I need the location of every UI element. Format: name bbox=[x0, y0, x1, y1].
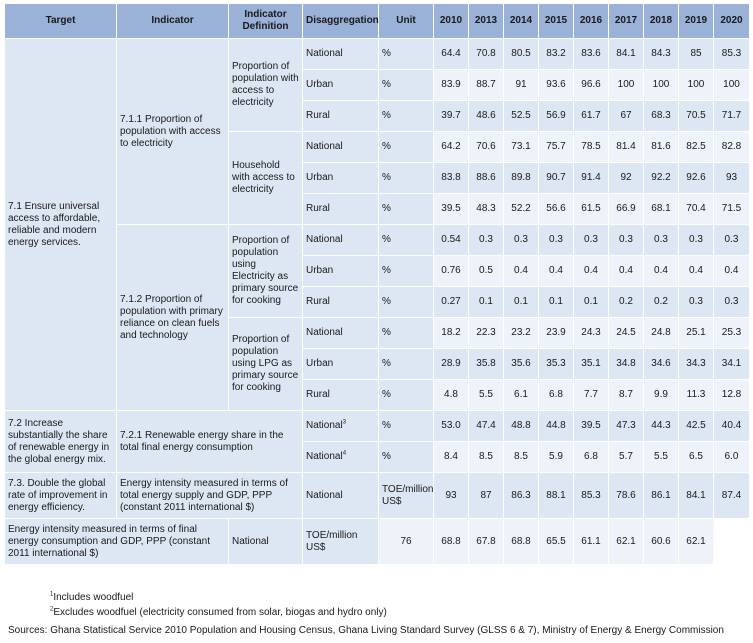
value-cell: 0.5 bbox=[469, 256, 504, 287]
value-cell: 61.1 bbox=[574, 519, 609, 565]
value-cell: 39.5 bbox=[574, 411, 609, 442]
value-cell: 64.2 bbox=[434, 132, 469, 163]
value-cell: 34.8 bbox=[609, 349, 644, 380]
value-cell: 0.3 bbox=[644, 225, 679, 256]
value-cell: 6.0 bbox=[714, 442, 750, 473]
indicator-cell: 7.2.1 Renewable energy share in the total final energy consumption bbox=[117, 411, 303, 473]
value-cell: 5.9 bbox=[539, 442, 574, 473]
value-cell: 0.4 bbox=[539, 256, 574, 287]
value-cell: 62.1 bbox=[609, 519, 644, 565]
value-cell: 91 bbox=[504, 70, 539, 101]
value-cell: 91.4 bbox=[574, 163, 609, 194]
disaggregation-cell bbox=[303, 349, 379, 380]
disaggregation-label: Urban bbox=[306, 358, 334, 369]
value-cell: 39.5 bbox=[434, 194, 469, 225]
unit-cell: % bbox=[379, 318, 434, 349]
value-cell: 9.9 bbox=[644, 380, 679, 411]
indicator-cell: Energy intensity measured in terms of final energy consumption and GDP, PPP (constant 2011 international $) bbox=[5, 519, 229, 565]
disaggregation-label: Rural bbox=[306, 203, 330, 214]
value-cell: 0.1 bbox=[504, 287, 539, 318]
value-cell: 87.4 bbox=[714, 473, 750, 519]
value-cell: 82.8 bbox=[714, 132, 750, 163]
value-cell: 11.3 bbox=[679, 380, 714, 411]
header-cell: 2017 bbox=[609, 4, 644, 39]
value-cell: 0.1 bbox=[469, 287, 504, 318]
value-cell: 0.4 bbox=[504, 256, 539, 287]
unit-cell: TOE/million US$ bbox=[303, 519, 379, 565]
value-cell: 93 bbox=[434, 473, 469, 519]
value-cell: 78.6 bbox=[609, 473, 644, 519]
value-cell: 80.5 bbox=[504, 39, 539, 70]
value-cell: 70.6 bbox=[469, 132, 504, 163]
value-cell: 86.1 bbox=[644, 473, 679, 519]
header-cell: 2015 bbox=[539, 4, 574, 39]
value-cell: 68.8 bbox=[504, 519, 539, 565]
footnote-mark: 1 bbox=[50, 591, 54, 598]
unit-cell: % bbox=[379, 163, 434, 194]
value-cell: 68.1 bbox=[644, 194, 679, 225]
definition-cell: Proportion of population using LPG as primary source for cooking bbox=[229, 318, 303, 411]
value-cell: 73.1 bbox=[504, 132, 539, 163]
value-cell: 84.1 bbox=[679, 473, 714, 519]
unit-cell: % bbox=[379, 380, 434, 411]
value-cell: 85.3 bbox=[714, 39, 750, 70]
value-cell: 12.8 bbox=[714, 380, 750, 411]
value-cell: 8.5 bbox=[469, 442, 504, 473]
disaggregation-cell bbox=[303, 163, 379, 194]
disaggregation-cell bbox=[303, 287, 379, 318]
source-note: Sources: Ghana Statistical Service 2010 Population and Housing Census, Ghana Living Standard Survey (GLSS 6 & 7), Ministry of Energy & Energy Commission bbox=[8, 625, 724, 636]
value-cell: 67.8 bbox=[469, 519, 504, 565]
value-cell: 25.3 bbox=[714, 318, 750, 349]
value-cell: 56.6 bbox=[539, 194, 574, 225]
value-cell: 48.8 bbox=[504, 411, 539, 442]
value-cell: 83.2 bbox=[539, 39, 574, 70]
value-cell: 35.3 bbox=[539, 349, 574, 380]
disaggregation-cell bbox=[303, 70, 379, 101]
value-cell: 34.1 bbox=[714, 349, 750, 380]
footnote-2 bbox=[50, 607, 387, 618]
value-cell: 76 bbox=[379, 519, 434, 565]
value-cell: 81.4 bbox=[609, 132, 644, 163]
header-row bbox=[5, 4, 750, 39]
value-cell: 93.6 bbox=[539, 70, 574, 101]
disaggregation-label: Urban bbox=[306, 172, 334, 183]
value-cell: 81.6 bbox=[644, 132, 679, 163]
value-cell: 23.9 bbox=[539, 318, 574, 349]
disaggregation-cell bbox=[303, 225, 379, 256]
value-cell: 52.5 bbox=[504, 101, 539, 132]
unit-cell: % bbox=[379, 101, 434, 132]
sdg7-indicator-table bbox=[4, 3, 750, 565]
value-cell: 82.5 bbox=[679, 132, 714, 163]
value-cell: 89.8 bbox=[504, 163, 539, 194]
value-cell: 5.5 bbox=[644, 442, 679, 473]
value-cell: 0.3 bbox=[679, 225, 714, 256]
header-cell: 2019 bbox=[679, 4, 714, 39]
unit-cell: % bbox=[379, 194, 434, 225]
value-cell: 53.0 bbox=[434, 411, 469, 442]
value-cell: 71.7 bbox=[714, 101, 750, 132]
disaggregation-label: Rural bbox=[306, 296, 330, 307]
footnote-text: Excludes woodfuel (electricity consumed from solar, biogas and hydro only) bbox=[53, 607, 387, 618]
unit-cell: % bbox=[379, 256, 434, 287]
value-cell: 0.1 bbox=[539, 287, 574, 318]
value-cell: 52.2 bbox=[504, 194, 539, 225]
header-cell: Unit bbox=[379, 4, 434, 39]
value-cell: 61.7 bbox=[574, 101, 609, 132]
value-cell: 0.2 bbox=[609, 287, 644, 318]
value-cell: 24.8 bbox=[644, 318, 679, 349]
value-cell: 35.1 bbox=[574, 349, 609, 380]
value-cell: 62.1 bbox=[679, 519, 714, 565]
value-cell: 78.5 bbox=[574, 132, 609, 163]
value-cell: 100 bbox=[644, 70, 679, 101]
value-cell: 0.3 bbox=[714, 225, 750, 256]
value-cell: 47.3 bbox=[609, 411, 644, 442]
value-cell: 8.7 bbox=[609, 380, 644, 411]
value-cell: 0.3 bbox=[539, 225, 574, 256]
value-cell: 0.4 bbox=[574, 256, 609, 287]
unit-cell: % bbox=[379, 39, 434, 70]
value-cell: 44.3 bbox=[644, 411, 679, 442]
disaggregation-cell bbox=[303, 101, 379, 132]
disaggregation-cell bbox=[303, 194, 379, 225]
disaggregation-label: National bbox=[232, 535, 269, 547]
value-cell: 18.2 bbox=[434, 318, 469, 349]
value-cell: 0.3 bbox=[469, 225, 504, 256]
value-cell: 0.54 bbox=[434, 225, 469, 256]
value-cell: 83.9 bbox=[434, 70, 469, 101]
value-cell: 66.9 bbox=[609, 194, 644, 225]
value-cell: 100 bbox=[679, 70, 714, 101]
disaggregation-cell bbox=[303, 442, 379, 473]
value-cell: 87 bbox=[469, 473, 504, 519]
header-cell: Disaggregation bbox=[303, 4, 379, 39]
target-cell: 7.3. Double the global rate of improvement in energy efficiency. bbox=[5, 473, 117, 519]
value-cell: 28.9 bbox=[434, 349, 469, 380]
definition-cell: Proportion of population with access to electricity bbox=[229, 39, 303, 132]
disaggregation-label: National bbox=[306, 420, 343, 431]
value-cell: 25.1 bbox=[679, 318, 714, 349]
table-row bbox=[5, 225, 750, 256]
value-cell: 88.7 bbox=[469, 70, 504, 101]
value-cell: 7.7 bbox=[574, 380, 609, 411]
header-cell: 2014 bbox=[504, 4, 539, 39]
disaggregation-label: National bbox=[306, 489, 343, 501]
unit-cell: % bbox=[379, 225, 434, 256]
value-cell: 0.76 bbox=[434, 256, 469, 287]
disaggregation-label: National bbox=[306, 327, 343, 338]
target-cell: 7.1 Ensure universal access to affordable, reliable and modern energy services. bbox=[5, 39, 117, 411]
value-cell: 35.6 bbox=[504, 349, 539, 380]
value-cell: 70.4 bbox=[679, 194, 714, 225]
value-cell: 0.4 bbox=[644, 256, 679, 287]
indicator-cell: 7.1.2 Proportion of population with primary reliance on clean fuels and technology bbox=[117, 225, 229, 411]
header-cell: Indicator Definition bbox=[229, 4, 303, 39]
disaggregation-label: National bbox=[306, 141, 343, 152]
value-cell: 56.9 bbox=[539, 101, 574, 132]
value-cell: 64.4 bbox=[434, 39, 469, 70]
unit-cell: % bbox=[379, 411, 434, 442]
value-cell: 0.27 bbox=[434, 287, 469, 318]
disaggregation-label: Urban bbox=[306, 79, 334, 90]
footnote-ref: 3 bbox=[342, 419, 347, 426]
value-cell: 85 bbox=[679, 39, 714, 70]
value-cell: 0.3 bbox=[714, 287, 750, 318]
value-cell: 8.4 bbox=[434, 442, 469, 473]
value-cell: 0.4 bbox=[714, 256, 750, 287]
disaggregation-cell bbox=[303, 411, 379, 442]
disaggregation-cell bbox=[303, 132, 379, 163]
definition-cell: Proportion of population using Electricity as primary source for cooking bbox=[229, 225, 303, 318]
value-cell: 100 bbox=[714, 70, 750, 101]
disaggregation-label: National bbox=[306, 234, 343, 245]
value-cell: 48.3 bbox=[469, 194, 504, 225]
value-cell: 39.7 bbox=[434, 101, 469, 132]
disaggregation-cell bbox=[303, 39, 379, 70]
value-cell: 84.3 bbox=[644, 39, 679, 70]
value-cell: 85.3 bbox=[574, 473, 609, 519]
value-cell: 67 bbox=[609, 101, 644, 132]
disaggregation-label: Urban bbox=[306, 265, 334, 276]
definition-cell: Household with access to electricity bbox=[229, 132, 303, 225]
value-cell: 6.8 bbox=[574, 442, 609, 473]
header-cell: Target bbox=[5, 4, 117, 39]
header-cell: Indicator bbox=[117, 4, 229, 39]
disaggregation-label: Rural bbox=[306, 389, 330, 400]
table-row bbox=[5, 473, 750, 519]
value-cell: 70.5 bbox=[679, 101, 714, 132]
unit-cell: % bbox=[379, 349, 434, 380]
footnote-mark: 2 bbox=[50, 606, 54, 613]
value-cell: 0.3 bbox=[574, 225, 609, 256]
value-cell: 60.6 bbox=[644, 519, 679, 565]
value-cell: 68.8 bbox=[434, 519, 469, 565]
unit-cell: % bbox=[379, 132, 434, 163]
value-cell: 0.3 bbox=[679, 287, 714, 318]
value-cell: 68.3 bbox=[644, 101, 679, 132]
table-row bbox=[5, 39, 750, 70]
value-cell: 5.5 bbox=[469, 380, 504, 411]
value-cell: 0.3 bbox=[504, 225, 539, 256]
header-cell: 2018 bbox=[644, 4, 679, 39]
indicator-cell: 7.1.1 Proportion of population with access to electricity bbox=[117, 39, 229, 225]
target-cell: 7.2 Increase substantially the share of renewable energy in the global energy mix. bbox=[5, 411, 117, 473]
value-cell: 40.4 bbox=[714, 411, 750, 442]
unit-cell: % bbox=[379, 442, 434, 473]
unit-cell: % bbox=[379, 287, 434, 318]
value-cell: 83.6 bbox=[574, 39, 609, 70]
header-cell: 2016 bbox=[574, 4, 609, 39]
value-cell: 83.8 bbox=[434, 163, 469, 194]
value-cell: 0.4 bbox=[679, 256, 714, 287]
value-cell: 24.5 bbox=[609, 318, 644, 349]
value-cell: 75.7 bbox=[539, 132, 574, 163]
value-cell: 47.4 bbox=[469, 411, 504, 442]
unit-cell: % bbox=[379, 70, 434, 101]
value-cell: 86.3 bbox=[504, 473, 539, 519]
indicator-cell: Energy intensity measured in terms of total energy supply and GDP, PPP (constant 2011 international $) bbox=[117, 473, 303, 519]
value-cell: 92.2 bbox=[644, 163, 679, 194]
value-cell: 6.1 bbox=[504, 380, 539, 411]
value-cell: 8.5 bbox=[504, 442, 539, 473]
value-cell: 92.6 bbox=[679, 163, 714, 194]
disaggregation-cell bbox=[303, 318, 379, 349]
value-cell: 71.5 bbox=[714, 194, 750, 225]
header-cell: 2013 bbox=[469, 4, 504, 39]
disaggregation-label: Rural bbox=[306, 110, 330, 121]
value-cell: 70.8 bbox=[469, 39, 504, 70]
disaggregation-cell bbox=[303, 380, 379, 411]
table-row bbox=[5, 519, 750, 565]
header-cell: 2010 bbox=[434, 4, 469, 39]
value-cell: 65.5 bbox=[539, 519, 574, 565]
disaggregation-label: National bbox=[306, 451, 343, 462]
value-cell: 6.5 bbox=[679, 442, 714, 473]
footnote-ref: 4 bbox=[342, 450, 347, 457]
value-cell: 0.3 bbox=[609, 225, 644, 256]
value-cell: 93 bbox=[714, 163, 750, 194]
value-cell: 48.6 bbox=[469, 101, 504, 132]
value-cell: 34.6 bbox=[644, 349, 679, 380]
value-cell: 100 bbox=[609, 70, 644, 101]
value-cell: 84.1 bbox=[609, 39, 644, 70]
value-cell: 23.2 bbox=[504, 318, 539, 349]
value-cell: 0.1 bbox=[574, 287, 609, 318]
disaggregation-cell bbox=[303, 256, 379, 287]
value-cell: 42.5 bbox=[679, 411, 714, 442]
disaggregation-cell bbox=[303, 473, 379, 519]
value-cell: 4.8 bbox=[434, 380, 469, 411]
value-cell: 90.7 bbox=[539, 163, 574, 194]
disaggregation-cell bbox=[229, 519, 303, 565]
value-cell: 88.1 bbox=[539, 473, 574, 519]
value-cell: 0.2 bbox=[644, 287, 679, 318]
unit-cell: TOE/million US$ bbox=[379, 473, 434, 519]
value-cell: 61.5 bbox=[574, 194, 609, 225]
value-cell: 35.8 bbox=[469, 349, 504, 380]
header-cell: 2020 bbox=[714, 4, 750, 39]
value-cell: 44.8 bbox=[539, 411, 574, 442]
value-cell: 5.7 bbox=[609, 442, 644, 473]
value-cell: 6.8 bbox=[539, 380, 574, 411]
table-row bbox=[5, 411, 750, 442]
value-cell: 88.6 bbox=[469, 163, 504, 194]
value-cell: 96.6 bbox=[574, 70, 609, 101]
disaggregation-label: National bbox=[306, 48, 343, 59]
value-cell: 34.3 bbox=[679, 349, 714, 380]
value-cell: 92 bbox=[609, 163, 644, 194]
value-cell: 0.4 bbox=[609, 256, 644, 287]
value-cell: 22.3 bbox=[469, 318, 504, 349]
footnote-text: Includes woodfuel bbox=[53, 592, 134, 603]
footnote-1 bbox=[50, 592, 133, 603]
value-cell: 24.3 bbox=[574, 318, 609, 349]
